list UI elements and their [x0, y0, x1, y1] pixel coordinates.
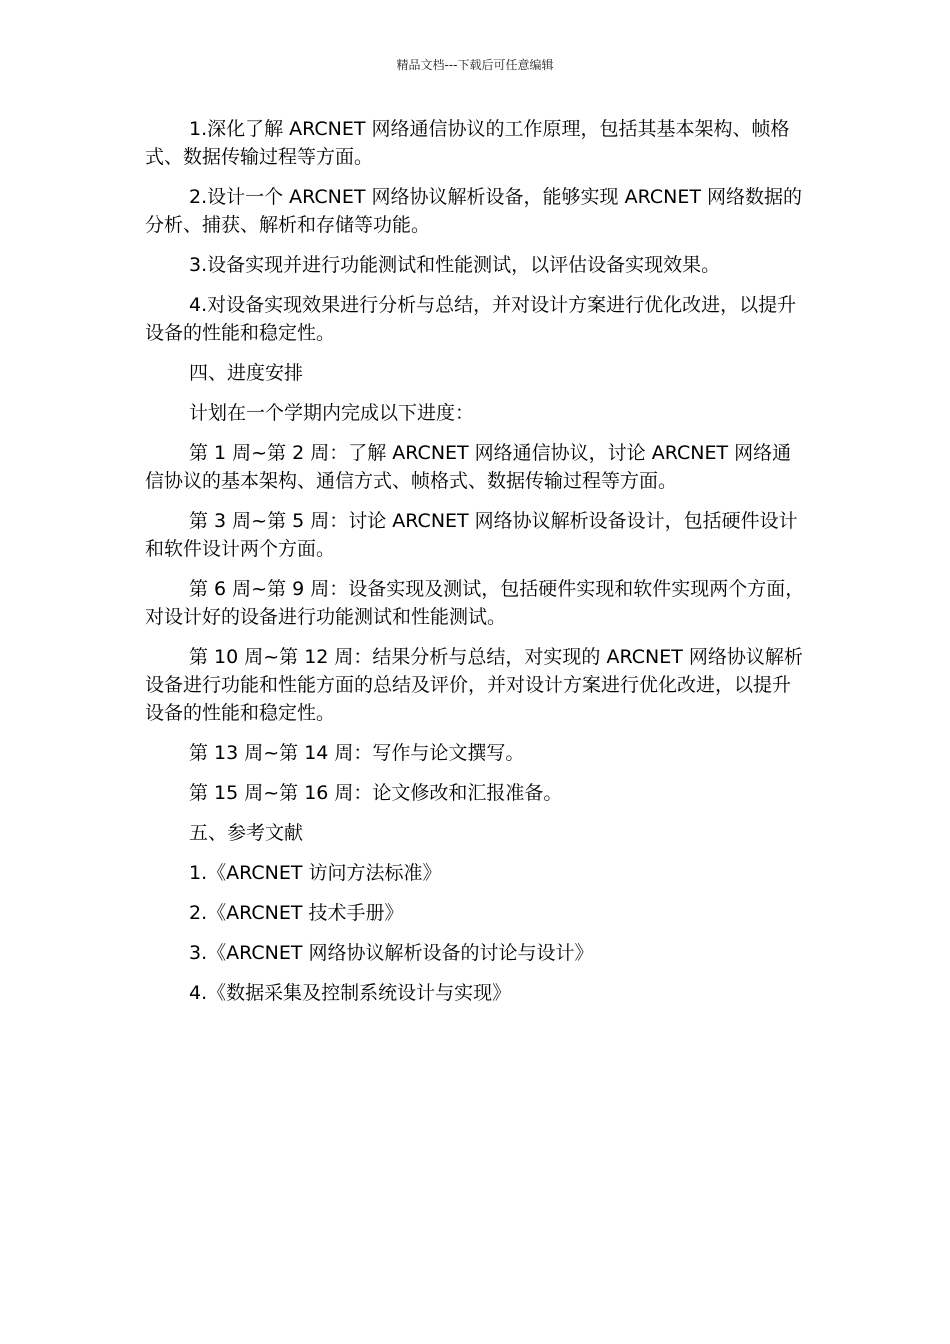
reference-item-3: 3.《ARCNET 网络协议解析设备的讨论与设计》 — [189, 942, 594, 964]
goal-item-1: 1.深化了解 ARCNET 网络通信协议的工作原理，包括其基本架构、帧格式、数据传输过程等方面。 — [145, 118, 790, 168]
goal-item-2: 2.设计一个 ARCNET 网络协议解析设备，能够实现 ARCNET 网络数据的分析、捕获、解析和存储等功能。 — [145, 186, 802, 236]
page-header: 精品文档---下载后可任意编辑 — [396, 58, 554, 72]
schedule-item-2: 第 3 周~第 5 周：讨论 ARCNET 网络协议解析设备设计，包括硬件设计和软件设计两个方面。 — [145, 510, 798, 560]
goal-item-4: 4.对设备实现效果进行分析与总结，并对设计方案进行优化改进，以提升设备的性能和稳定性。 — [145, 294, 797, 344]
reference-item-2: 2.《ARCNET 技术手册》 — [189, 902, 404, 924]
goal-item-3: 3.设备实现并进行功能测试和性能测试，以评估设备实现效果。 — [189, 254, 721, 276]
schedule-item-6: 第 15 周~第 16 周：论文修改和汇报准备。 — [189, 782, 563, 804]
reference-item-1: 1.《ARCNET 访问方法标准》 — [189, 862, 442, 884]
schedule-item-4: 第 10 周~第 12 周：结果分析与总结，对实现的 ARCNET 网络协议解析设备进行功能和性能方面的总结及评价，并对设计方案进行优化改进，以提升设备的性能和稳定性。 — [145, 646, 803, 724]
section-heading-references: 五、参考文献 — [189, 822, 304, 844]
section-heading-schedule: 四、进度安排 — [189, 362, 304, 384]
document-body — [145, 115, 807, 1019]
reference-item-4: 4.《数据采集及控制系统设计与实现》 — [189, 982, 512, 1004]
schedule-intro: 计划在一个学期内完成以下进度： — [189, 402, 475, 424]
schedule-item-3: 第 6 周~第 9 周：设备实现及测试，包括硬件实现和软件实现两个方面，对设计好的设备进行功能测试和性能测试。 — [145, 578, 805, 628]
schedule-item-1: 第 1 周~第 2 周：了解 ARCNET 网络通信协议，讨论 ARCNET 网络通信协议的基本架构、通信方式、帧格式、数据传输过程等方面。 — [145, 442, 792, 492]
schedule-item-5: 第 13 周~第 14 周：写作与论文撰写。 — [189, 742, 525, 764]
